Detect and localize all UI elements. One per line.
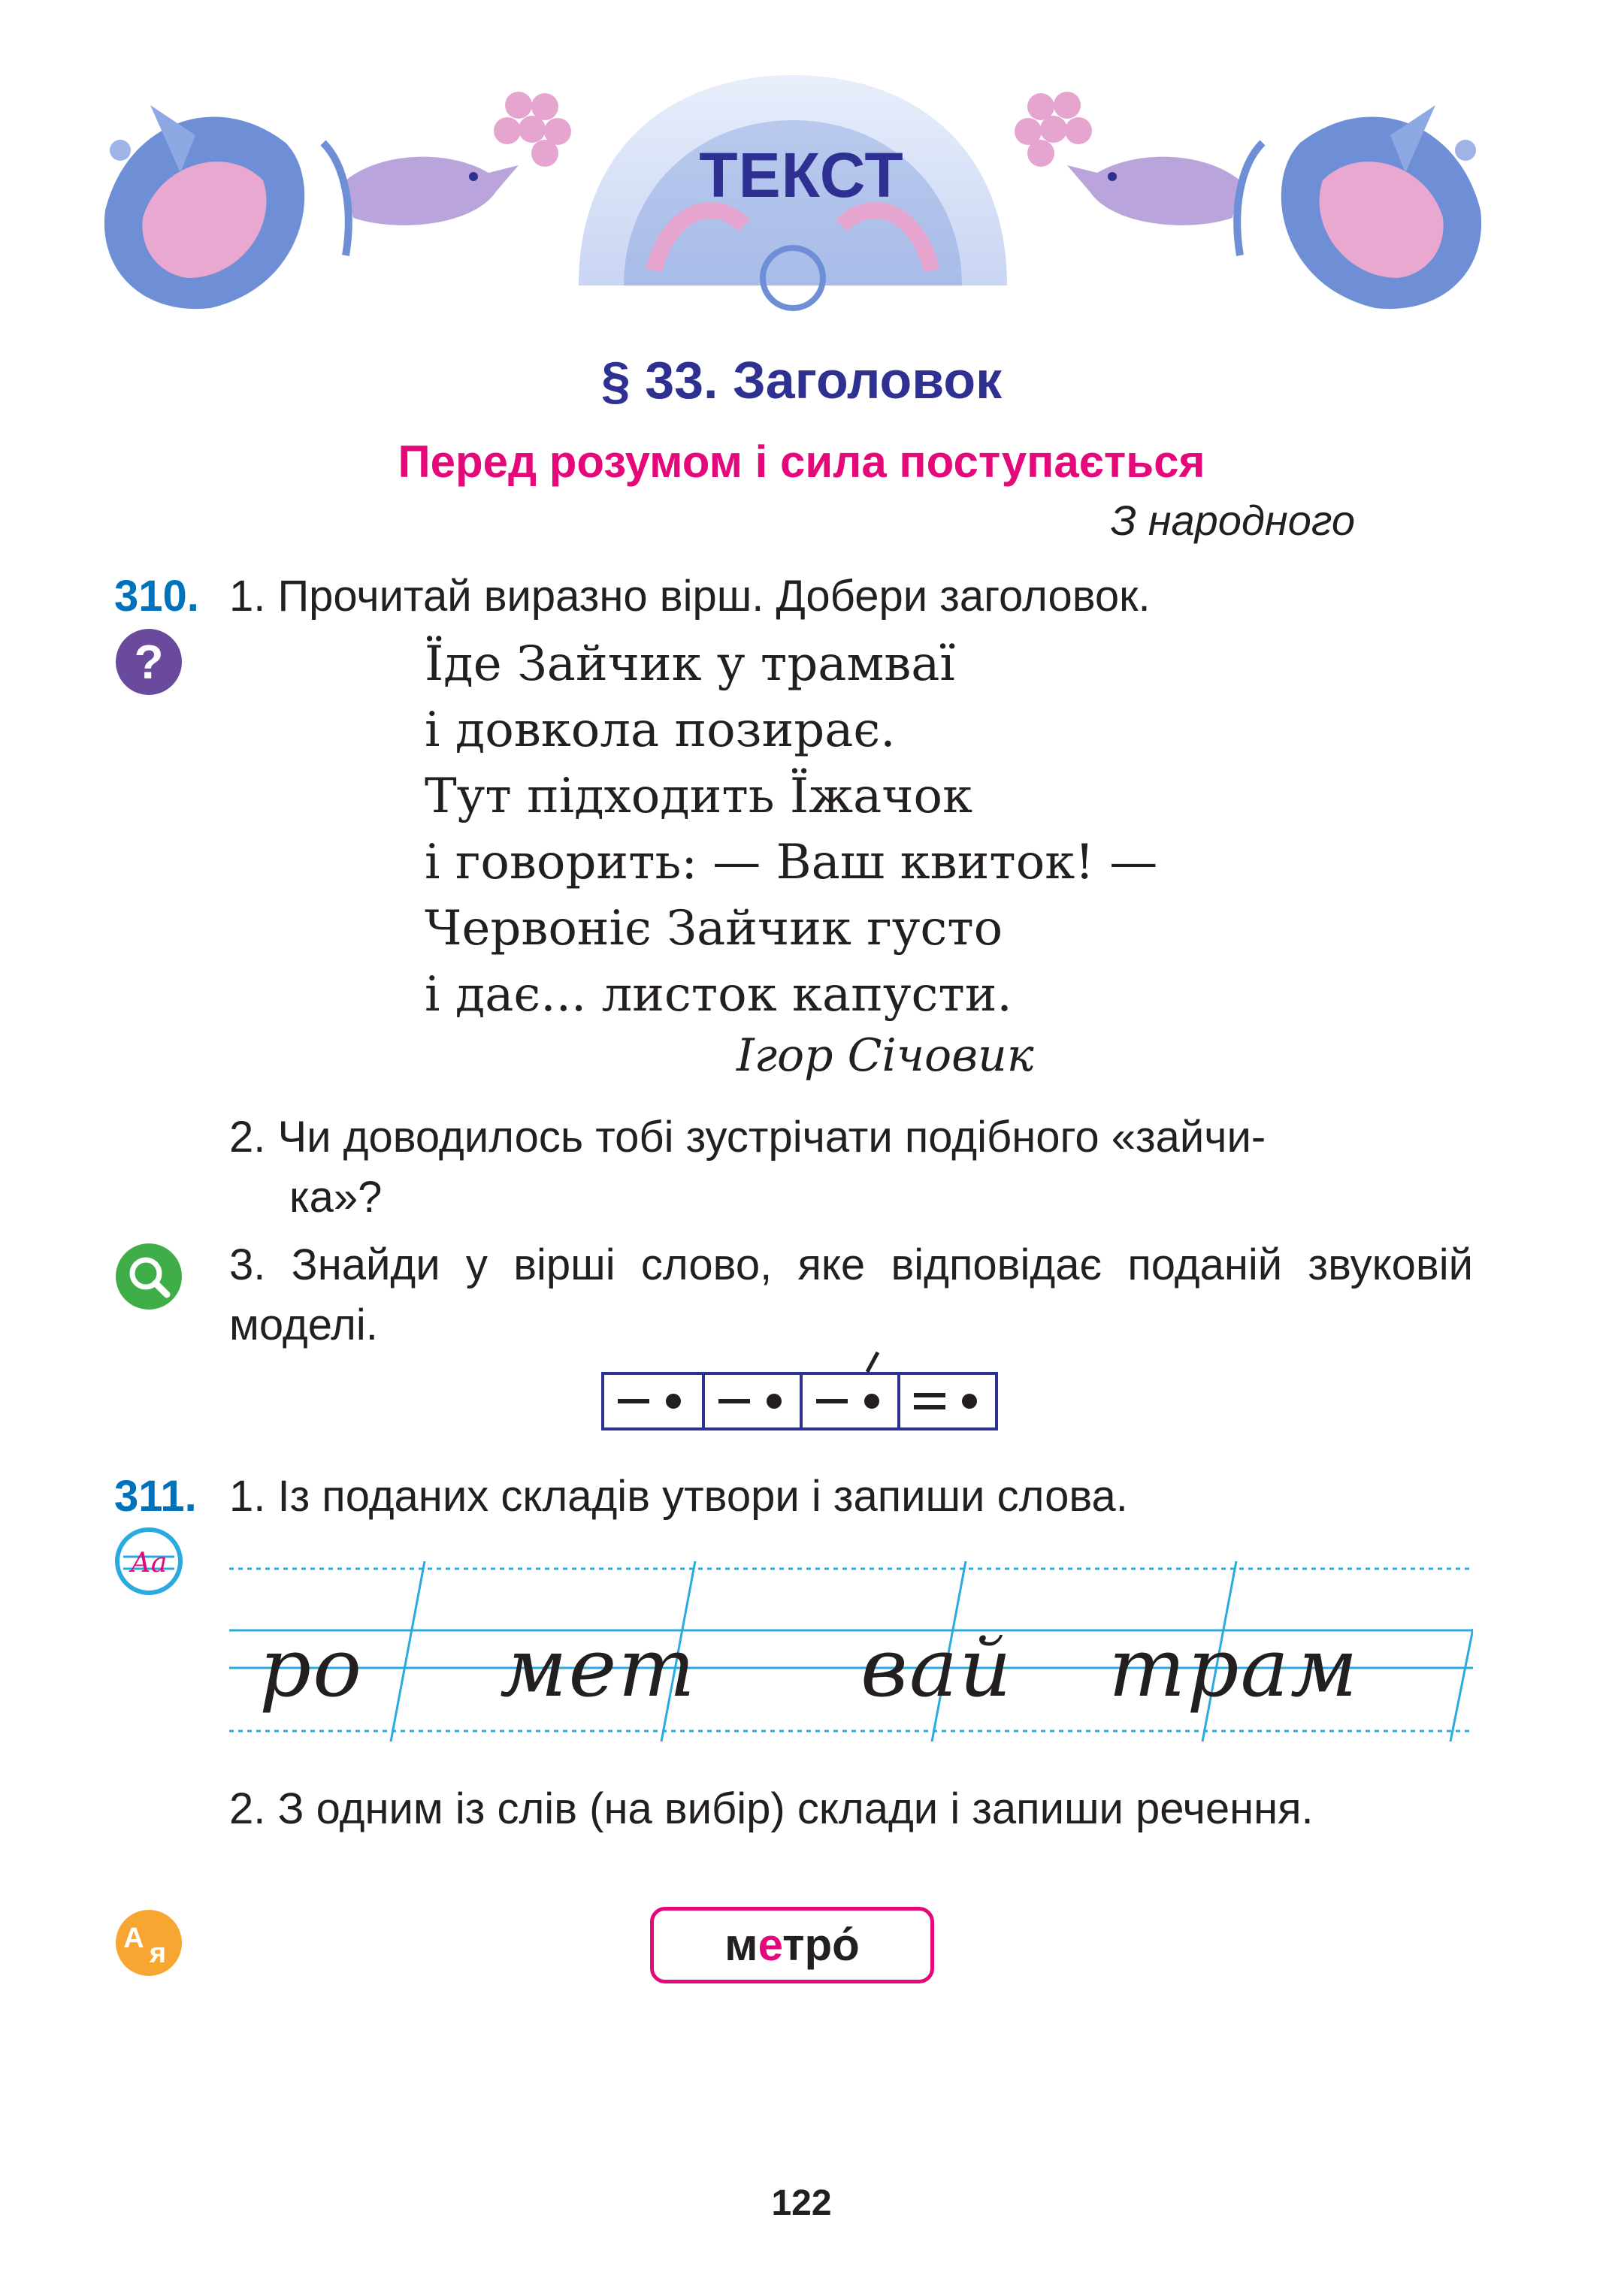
svg-text:я: я <box>149 1938 167 1969</box>
page-number: 122 <box>771 2183 832 2223</box>
vocabulary-word <box>650 1907 934 1983</box>
svg-text:А: А <box>123 1923 144 1954</box>
proverb-source: З народного <box>1110 497 1355 544</box>
syllable: трам <box>1108 1621 1360 1715</box>
section-title: § 33. Заголовок <box>600 351 1003 409</box>
banner-title: ТЕКСТ <box>699 140 904 210</box>
poem-line: і говорить: — Ваш квиток! — <box>425 835 1158 890</box>
vocabulary-word-end: тро́ <box>782 1920 860 1970</box>
task-number-310: 310. <box>114 572 199 621</box>
poem-line: Червоніє Зайчик густо <box>425 901 1003 956</box>
task-311-item-2: 2. З одним із слів (на вибір) склади і запиши речення. <box>229 1784 1314 1833</box>
poem-line: Тут підходить Їжачок <box>425 769 973 824</box>
sound-model <box>601 1372 998 1430</box>
task-310-item-2-line-1: 2. Чи доводилось тобі зустрічати подібного «зайчи- <box>229 1113 1266 1162</box>
sound-model-cell <box>702 1375 800 1427</box>
sound-model-cell <box>604 1375 702 1427</box>
magnifier-icon <box>114 1242 183 1311</box>
task-310-item-3: 3. Знайди у вірші слово, яке відповідає поданій звуковій моделі. <box>229 1240 1473 1349</box>
stress-mark-icon <box>861 1349 884 1375</box>
poem-author: Ігор Січовик <box>736 1029 1034 1082</box>
task-310-item-2-line-2: ка»? <box>289 1173 383 1222</box>
sound-model-cell-stressed <box>800 1375 897 1427</box>
question-icon <box>114 627 183 696</box>
poem-line: і довкола позирає. <box>425 702 896 758</box>
task-number-311: 311. <box>114 1472 197 1521</box>
vocabulary-word-highlight: е <box>758 1920 783 1970</box>
syllable: ро <box>259 1621 364 1715</box>
poem-line: Їде Зайчик у трамваї <box>425 636 955 692</box>
sound-model-cell <box>897 1375 995 1427</box>
proverb: Перед розумом і сила поступається <box>398 437 1205 487</box>
dictionary-icon <box>114 1908 183 1977</box>
poem-line: і дає... листок капусти. <box>425 967 1012 1023</box>
svg-text:?: ? <box>134 635 164 689</box>
task-310-item-2 <box>229 1107 1266 1228</box>
task-311-item-1: 1. Із поданих складів утвори і запиши слова. <box>229 1472 1128 1521</box>
vocabulary-word-start: м <box>724 1920 758 1970</box>
poem <box>425 631 1157 1028</box>
svg-text:Аа: Аа <box>130 1548 168 1578</box>
handwriting-lines <box>229 1561 1473 1742</box>
task-310-item-1: 1. Прочитай виразно вірш. Добери заголовок. <box>229 572 1151 621</box>
syllable: мет <box>500 1621 697 1715</box>
syllable: вай <box>860 1621 1013 1715</box>
handwriting-icon <box>114 1527 183 1596</box>
